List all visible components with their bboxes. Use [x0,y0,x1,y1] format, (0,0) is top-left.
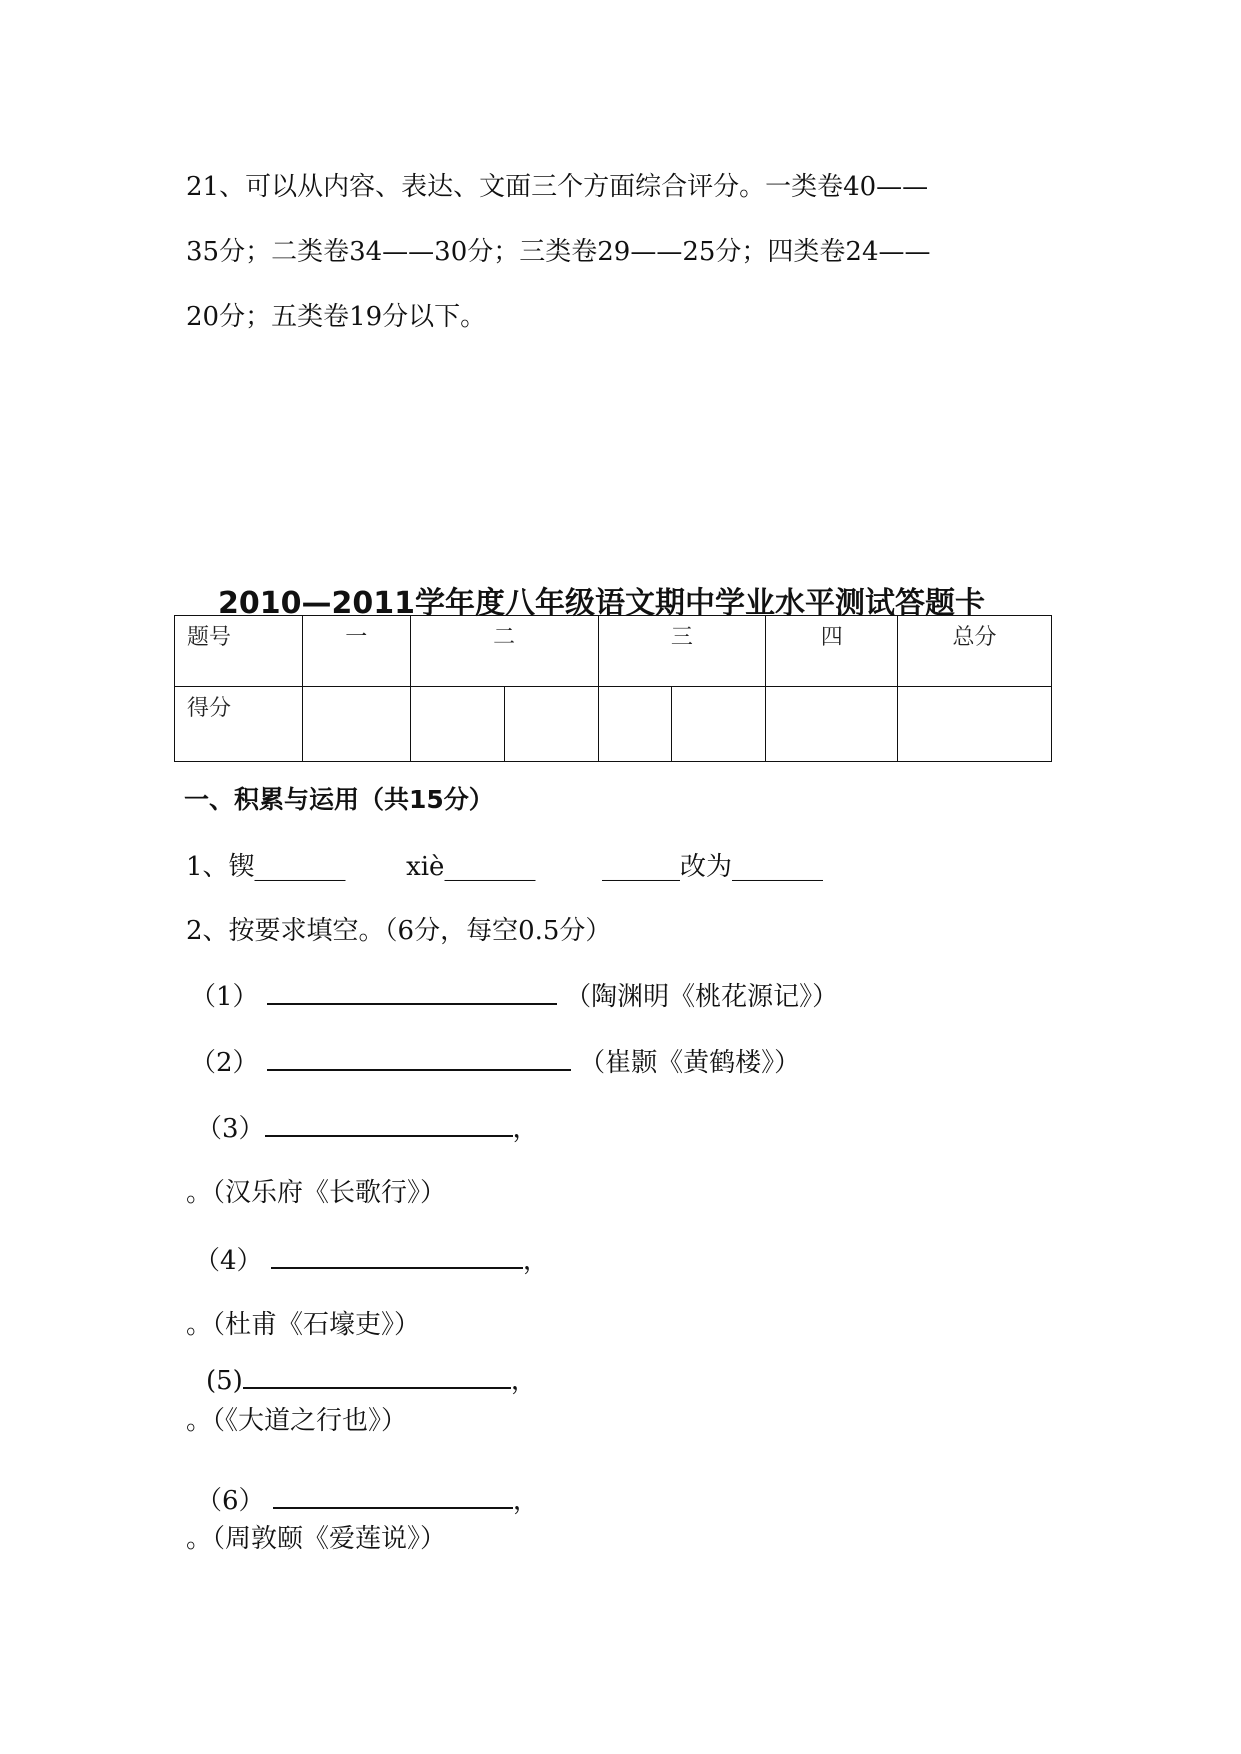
item-number: （3） [196,1114,265,1144]
q1-blank-4[interactable]: _______ [732,852,823,882]
score-row-label: 得分 [175,687,303,762]
note-line-1: 21、可以从内容、表达、文面三个方面综合评分。一类卷40—— [186,172,929,202]
answer-card-title: 2010—2011学年度八年级语文期中学业水平测试答题卡 [218,586,985,621]
item-comma: ， [512,1486,539,1516]
header-cell-3: 三 [598,616,766,687]
item-comma: ， [510,1366,537,1396]
answer-blank[interactable] [267,1045,571,1071]
q1-prefix: 1、锲 [186,852,255,882]
item-4-source: 。（杜甫《石壕吏》） [186,1310,421,1340]
score-cell[interactable] [410,687,504,762]
fill-item-6 [196,1480,539,1517]
answer-blank[interactable] [273,1483,513,1509]
q1-blank-1[interactable]: _______ [254,852,346,882]
fill-item-3 [196,1108,539,1145]
answer-blank[interactable] [265,1111,513,1137]
header-cell-4: 四 [766,616,898,687]
score-table [174,615,1052,762]
score-cell[interactable] [504,687,598,762]
q1-change-label: 改为 [679,852,732,882]
item-source: （崔颢《黄鹤楼》） [579,1048,801,1078]
header-cell-2: 二 [410,616,598,687]
item-number: （2） [190,1048,259,1078]
header-cell-total: 总分 [898,616,1052,687]
item-number: （4） [194,1246,263,1276]
answer-blank[interactable] [267,979,557,1005]
item-number: （6） [196,1486,265,1516]
item-comma: ， [522,1246,549,1276]
question-2: 2、按要求填空。（6分，每空0.5分） [186,916,612,946]
question-1 [186,846,823,883]
item-3-source: 。（汉乐府《长歌行》） [186,1178,447,1208]
fill-item-1 [190,976,838,1013]
item-number: （1） [190,982,259,1012]
item-6-source: 。（周敦颐《爱莲说》） [186,1524,447,1554]
fill-item-4 [194,1240,549,1277]
item-number: (5) [206,1366,243,1396]
section-heading: 一、积累与运用（共15分） [184,785,494,814]
q1-pinyin: xiè [406,852,445,882]
fill-item-5 [206,1360,537,1397]
score-cell[interactable] [672,687,766,762]
q1-blank-3[interactable]: ______ [601,852,680,882]
item-source: （陶渊明《桃花源记》） [565,982,839,1012]
q1-blank-2[interactable]: _______ [444,852,536,882]
item-5-source: 。（《大道之行也》） [186,1406,408,1436]
answer-blank[interactable] [243,1363,511,1389]
item-comma: ， [512,1114,539,1144]
score-cell[interactable] [302,687,410,762]
score-cell[interactable] [898,687,1052,762]
header-cell-label: 题号 [175,616,303,687]
score-cell[interactable] [766,687,898,762]
header-cell-1: 一 [302,616,410,687]
answer-blank[interactable] [271,1243,523,1269]
note-line-3: 20分；五类卷19分以下。 [186,302,487,332]
fill-item-2 [190,1042,800,1079]
note-line-2: 35分；二类卷34——30分；三类卷29——25分；四类卷24—— [186,237,931,267]
score-cell[interactable] [598,687,672,762]
